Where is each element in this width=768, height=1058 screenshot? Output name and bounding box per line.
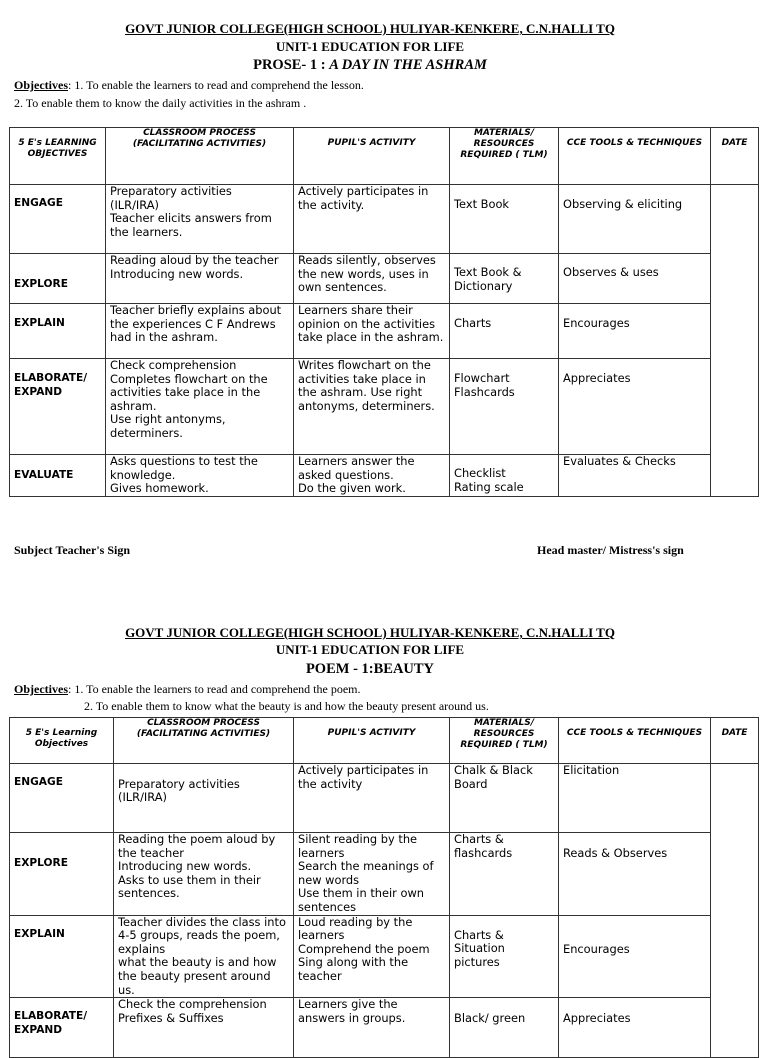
unit-title: UNIT-1 EDUCATION FOR LIFE (275, 39, 465, 54)
header-objectives: 5 E's LEARNING OBJECTIVES (10, 128, 106, 185)
date-cell (711, 764, 759, 1058)
materials-text: Charts (454, 316, 492, 330)
process-text: Reading aloud by the teacher Introducing new words. (110, 253, 279, 281)
objective-line-2: 2. To enable them to know what the beauty is and how the beauty present around us. (84, 699, 489, 713)
materials-text: Chalk & Black Board (454, 763, 533, 791)
table-row (10, 185, 759, 254)
head-sign: Head master/ Mistress's sign (537, 543, 684, 557)
table-row (10, 304, 759, 359)
pupil-cell (294, 833, 450, 916)
table-row (10, 455, 759, 497)
unit-title: UNIT-1 EDUCATION FOR LIFE (275, 642, 465, 657)
header-cce-tools: CCE TOOLS & TECHNIQUES (559, 718, 711, 764)
cce-cell (559, 998, 711, 1058)
pupil-text: Learners answer the asked questions. Do the given work. (298, 454, 415, 496)
process-cell (106, 359, 294, 455)
process-cell (114, 915, 294, 998)
college-title: GOVT JUNIOR COLLEGE(HIGH SCHOOL) HULIYAR-KENKERE, C.N.HALLI TQ (125, 625, 615, 640)
process-text: Preparatory activities (ILR/IRA) (118, 776, 240, 805)
objectives-label: Objectives (14, 682, 68, 696)
stage-cell: EXPLORE (10, 254, 106, 304)
cce-cell (559, 254, 711, 304)
materials-text: Black/ green (454, 1010, 526, 1025)
materials-cell (450, 915, 559, 998)
header-objectives: 5 E's Learning Objectives (10, 718, 114, 764)
header-classroom-process: CLASSROOM PROCESS (FACILITATING ACTIVITIES) (114, 718, 294, 764)
cce-cell (559, 185, 711, 254)
process-cell (114, 998, 294, 1058)
process-cell (106, 254, 294, 304)
process-cell (106, 304, 294, 359)
header-classroom-process: CLASSROOM PROCESS (FACILITATING ACTIVITIES) (106, 128, 294, 185)
process-text: Check the comprehension Prefixes & Suffixes (118, 997, 267, 1025)
materials-cell (450, 359, 559, 455)
cce-cell (559, 359, 711, 455)
process-cell (114, 833, 294, 916)
materials-text: Checklist Rating scale (454, 466, 524, 494)
pupil-cell (294, 915, 450, 998)
college-title: GOVT JUNIOR COLLEGE(HIGH SCHOOL) HULIYAR-KENKERE, C.N.HALLI TQ (125, 21, 615, 36)
cce-text: Encourages (563, 316, 630, 330)
table-header-row (10, 128, 759, 185)
stage-cell: ELABORATE/ EXPAND (10, 359, 106, 455)
materials-text: Text Book & Dictionary (454, 265, 522, 293)
stage-cell: EXPLORE (10, 833, 114, 916)
materials-text: Charts & Situation pictures (454, 927, 505, 969)
pupil-text: Actively participates in the activity. (298, 184, 429, 212)
table-row (10, 359, 759, 455)
pupil-cell (294, 455, 450, 497)
lesson-title (0, 57, 740, 74)
lesson-title: POEM - 1:BEAUTY (305, 661, 435, 677)
pupil-text: Silent reading by the learners Search the meanings of new words Use them in their own sentences (298, 832, 434, 914)
table-row (10, 915, 759, 998)
materials-cell (450, 455, 559, 497)
objective-line-1 (14, 682, 360, 697)
table-header-row (10, 718, 759, 764)
materials-cell (450, 833, 559, 916)
pupil-cell (294, 185, 450, 254)
pupil-cell (294, 254, 450, 304)
date-cell (711, 185, 759, 497)
stage-cell: ENGAGE (10, 185, 106, 254)
materials-cell (450, 254, 559, 304)
cce-cell (559, 455, 711, 497)
objective-text: : 1. To enable the learners to read and comprehend the lesson. (67, 78, 364, 92)
materials-text: Text Book (454, 197, 510, 211)
pupil-text: Learners share their opinion on the activities take place in the ashram. (298, 303, 444, 345)
materials-text: Flowchart Flashcards (454, 371, 515, 399)
stage-cell: ELABORATE/ EXPAND (10, 998, 114, 1058)
objectives-label: Objectives (14, 78, 68, 92)
stage-cell: ENGAGE (10, 764, 114, 833)
cce-text: Observing & eliciting (563, 197, 683, 211)
materials-cell (450, 185, 559, 254)
objective-line-2: 2. To enable them to know the daily activities in the ashram . (14, 96, 307, 110)
teacher-sign: Subject Teacher's Sign (14, 543, 131, 557)
pupil-cell (294, 998, 450, 1058)
header-date: DATE (711, 128, 759, 185)
cce-text: Reads & Observes (563, 845, 668, 860)
table-row (10, 254, 759, 304)
process-text: Reading the poem aloud by the teacher Introducing new words. Asks to use them in their sentences. (118, 832, 276, 901)
process-cell (106, 455, 294, 497)
cce-text: Observes & uses (563, 265, 659, 279)
materials-text: Charts & flashcards (454, 832, 513, 860)
header-materials: MATERIALS/ RESOURCES REQUIRED ( TLM) (450, 128, 559, 185)
cce-text: Evaluates & Checks (563, 454, 676, 468)
header-cce-tools: CCE TOOLS & TECHNIQUES (559, 128, 711, 185)
lesson-prefix: PROSE- 1 : (253, 57, 330, 73)
materials-cell (450, 764, 559, 833)
cce-cell (559, 764, 711, 833)
process-text: Asks questions to test the knowledge. Gives homework. (110, 454, 258, 496)
lesson-plan-table (9, 127, 759, 497)
lesson-plan-table (9, 717, 759, 1058)
process-text: Preparatory activities (ILR/IRA) Teacher elicits answers from the learners. (110, 184, 272, 239)
table-row (10, 764, 759, 833)
stage-cell: EVALUATE (10, 455, 106, 497)
cce-text: Appreciates (563, 1010, 631, 1025)
cce-cell (559, 915, 711, 998)
cce-cell (559, 304, 711, 359)
cce-text: Encourages (563, 941, 630, 956)
pupil-cell (294, 359, 450, 455)
header-date: DATE (711, 718, 759, 764)
cce-cell (559, 833, 711, 916)
stage-cell: EXPLAIN (10, 915, 114, 998)
process-cell (106, 185, 294, 254)
table-row (10, 998, 759, 1058)
pupil-text: Writes flowchart on the activities take place in the ashram. Use right antonyms, determiners. (298, 358, 435, 413)
cce-text: Appreciates (563, 371, 631, 385)
process-text: Teacher divides the class into 4-5 groups, reads the poem, explains what the beauty is and how the beauty present around us. (118, 915, 286, 997)
objective-text: : 1. To enable the learners to read and comprehend the poem. (67, 682, 361, 696)
objective-line-1 (14, 78, 364, 93)
pupil-text: Reads silently, observes the new words, uses in own sentences. (298, 253, 436, 295)
pupil-text: Loud reading by the learners Comprehend the poem Sing along with the teacher (298, 915, 430, 983)
materials-cell (450, 304, 559, 359)
process-text: Check comprehension Completes flowchart on the activities take place in the ashram. Use right antonyms, determiners. (110, 358, 268, 440)
pupil-text: Actively participates in the activity (298, 763, 429, 791)
lesson-name: A DAY IN THE ASHRAM (329, 57, 487, 73)
header-materials: MATERIALS/ RESOURCES REQUIRED ( TLM) (450, 718, 559, 764)
process-text: Teacher briefly explains about the experiences C F Andrews had in the ashram. (110, 303, 282, 345)
pupil-cell (294, 764, 450, 833)
pupil-text: Learners give the answers in groups. (298, 997, 406, 1025)
process-cell (114, 764, 294, 833)
materials-cell (450, 998, 559, 1058)
stage-cell: EXPLAIN (10, 304, 106, 359)
cce-text: Elicitation (563, 763, 620, 777)
header-pupil-activity: PUPIL'S ACTIVITY (294, 718, 450, 764)
table-row (10, 833, 759, 916)
pupil-cell (294, 304, 450, 359)
header-pupil-activity: PUPIL'S ACTIVITY (294, 128, 450, 185)
